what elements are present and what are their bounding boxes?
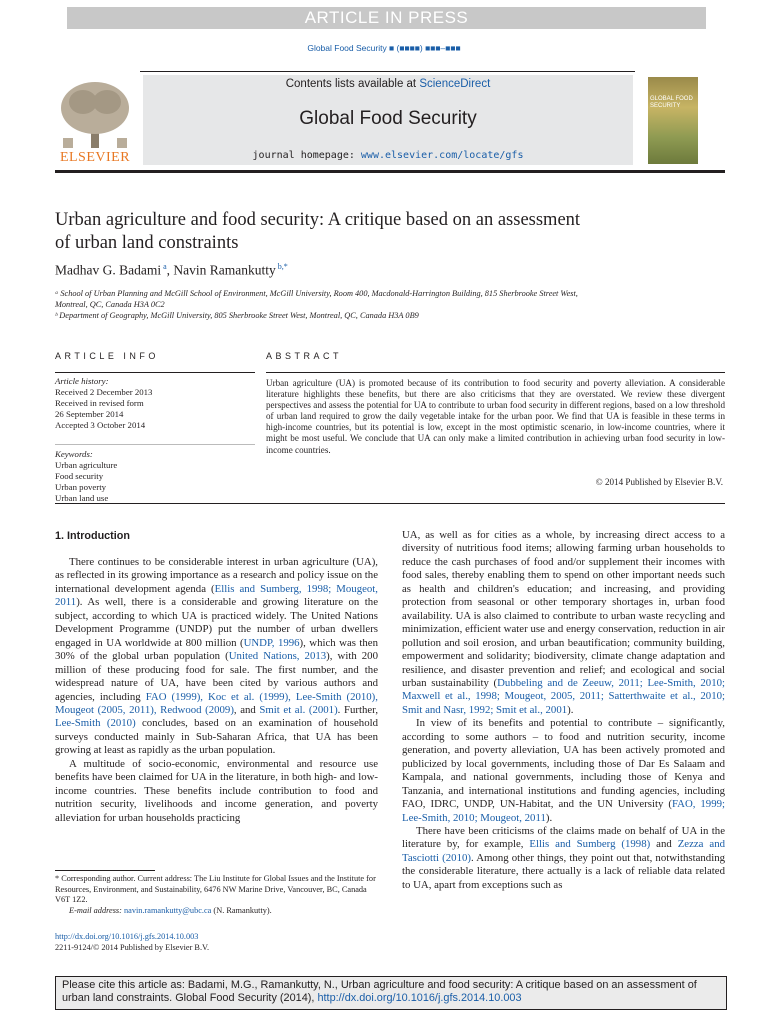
abstract-copyright: © 2014 Published by Elsevier B.V. [595, 477, 723, 487]
footnote-rule [55, 870, 155, 871]
article-in-press-banner: ARTICLE IN PRESS [67, 7, 706, 29]
citation-link[interactable]: United Nations, 2013 [228, 650, 327, 663]
citation-link[interactable]: Dubbeling and de Zeeuw, 2011; Lee-Smith, 2010; Maxwell et al., 1998; Mougeot, 2005, 2011; Satterthwaite et al., 2010; Smit and Nasr, 1992; Smit et al., 2001 [402, 676, 725, 716]
abstract-rule [266, 372, 725, 373]
keyword: Food security [55, 471, 104, 481]
paragraph: There continues to be considerable interest in urban agriculture (UA), as reflected in its growing importance as a research and policy issue on the international development agenda (Ellis and Sumberg, 1998; Mougeot, 2011). As well, there is a considerable and growing literature on the subject, according to which UA is practiced widely. The United Nations Development Programme (UNDP) put the number of urban dwellers engaged in UA worldwide at 800 million (UNDP, 1996), which was then 30% of the global urban population (United Nations, 2013), with 200 million of these producing food for sale. The first number, and the widespread nature of UA, have been cited by various authors and agencies, including FAO (1999), Koc et al. (1999), Lee-Smith (2010), Mougeot (2005, 2011), Redwood (2009), and Smit et al. (2001). Further, Lee-Smith (2010) concludes, based on an examination of household surveys conducted mainly in Sub-Saharan Africa, that UA has been growing at least as rapidly as the urban population. [55, 556, 379, 757]
keyword: Urban land use [55, 493, 109, 503]
email-link[interactable]: navin.ramankutty@ubc.ca [124, 905, 212, 915]
article-history: Article history: Received 2 December 2013 Received in revised form 26 September 2014 Accepted 3 October 2014 [55, 376, 153, 430]
corresponding-author-footnote: * Corresponding author. Current address: The Liu Institute for Global Issues and the Institute for Resources, Environment, and Sustainability, 6476 NW Marine Drive, Vancouver, BC, Canada V6T 1Z2. E-mail address: navin.ramankutty@ubc.ca (N. Ramankutty). [55, 874, 376, 915]
citation-doi-link[interactable]: http://dx.doi.org/10.1016/j.gfs.2014.10.003 [317, 992, 522, 1005]
masthead-divider [140, 71, 635, 72]
affiliation-a: ᵃ School of Urban Planning and McGill School of Environment, McGill University, Room 400, Macdonald-Harrington Building, 815 Sherbrooke Street West, Montreal, QC, Canada H3A 0C2 [55, 289, 578, 309]
keyword: Urban poverty [55, 482, 107, 492]
elsevier-wordmark: ELSEVIER [59, 150, 131, 165]
contents-available-line: Contents lists available at ScienceDirect [285, 78, 491, 90]
affil-link-b[interactable]: b,* [277, 262, 288, 271]
paragraph: UA, as well as for cities as a whole, by increasing direct access to a diversity of nutritious food items; allowing farming urban households to reduce the cash purchases of food and/or supplement their incomes with food sales, thereby enabling them to spend on other important needs such as health and children's education; and increasing, and providing protection from seasonal or other temporary shortages in, urban food availability. UA is also claimed to contribute to urban waste recycling and minimization, efficient water use and energy conservation, reduction in air pollution and soil erosion, and urban beautification; community building, empowerment and solidarity; biodiversity, climate change adaptation and resilience, and disaster prevention and relief; and ecological and social urban sustainability (Dubbeling and de Zeeuw, 2011; Lee-Smith, 2010; Maxwell et al., 1998; Mougeot, 2005, 2011; Satterthwaite et al., 2010; Smit and Nasr, 1992; Smit et al., 2001). [402, 529, 725, 716]
affiliation-b: ᵇ Department of Geography, McGill University, 805 Sherbrooke Street West, Montreal, QC, Canada H3A 0B9 [55, 311, 419, 320]
journal-homepage-link[interactable]: www.elsevier.com/locate/gfs [360, 150, 524, 161]
paragraph: There have been criticisms of the claims made on behalf of UA in the literature by, for example, Ellis and Sumberg (1998) and Zezza and Tasciotti (2010). Among other things, they point out that, notwithstanding the considerable literature, there actually is a lack of reliable data related to UA, apart from exceptions such as [402, 824, 725, 891]
citation-link[interactable]: FAO (1999), Koc et al. (1999), Lee-Smith (2010), Mougeot (2005, 2011), Redwood (2009) [55, 690, 378, 716]
paragraph: A multitude of socio-economic, environmental and resource use benefits have been claimed for UA in the literature, in both high- and low-income countries. These benefits include contribution to food and nutrition security, livelihoods and income generation, and poverty alleviation for urban households practicing [55, 757, 378, 824]
journal-reference[interactable]: Global Food Security ■ (■■■■) ■■■–■■■ [307, 43, 461, 53]
journal-homepage-line: journal homepage: www.elsevier.com/locate/gfs [252, 150, 524, 161]
citation-link[interactable]: Smit et al. (2001) [259, 703, 338, 716]
abstract-text: Urban agriculture (UA) is promoted because of its contribution to food security and poverty alleviation. A considerable literature highlights these benefits, but there are also criticisms that they are overstated. We review these divergent perspectives and assess the potential for UA to contribute to urban food security in different regions, based on a low threshold of urban land required to grow the daily vegetable intake for the urban poor. We find that UA is feasible in these terms in high-income countries, but its potential is low, except in the most optimistic scenario, in low-income countries, where it might be most useful. We conclude that UA can only make a limited contribution in achieving urban food security in low-income countries. [266, 378, 725, 455]
article-info-rule [55, 372, 255, 373]
masthead-bottom-rule [55, 170, 725, 173]
article-title: Urban agriculture and food security: A critique based on an assessment of urban land constraints [55, 210, 581, 253]
journal-cover-image[interactable] [648, 77, 698, 164]
author-badami: Madhav G. Badami [55, 262, 162, 278]
paragraph: In view of its benefits and potential to contribute – significantly, according to some authors – to food and nutrition security, income generation, and poverty alleviation, UA has been actively promoted and publicized by local governments, including those of Dar Es Salaam and Kampala, and national governments, including those of Kenya and Tanzania, and international institutions and funding agencies, including FAO, IDRC, UNDP, UN-Habitat, and the UN University (FAO, 1999; Lee-Smith, 2010; Mougeot, 2011). [402, 717, 726, 824]
author-list: Madhav G. Badami $^a$, Navin Ramankutty $^{b,*}$ [55, 262, 288, 278]
doi-block: http://dx.doi.org/10.1016/j.gfs.2014.10.003 2211-9124/© 2014 Published by Elsevier B.V. [55, 932, 210, 952]
citation-link[interactable]: Zezza and Tasciotti (2010) [402, 838, 725, 864]
keyword: Urban agriculture [55, 460, 118, 470]
author-ramankutty: Navin Ramankutty [173, 262, 276, 278]
section-heading-introduction: 1. Introduction [55, 530, 130, 542]
journal-title: Global Food Security [299, 108, 477, 129]
history-rule [55, 444, 255, 445]
keywords-block: Keywords: Urban agriculture Food security Urban poverty Urban land use [55, 449, 255, 504]
abstract-bottom-rule [55, 503, 725, 504]
citation-link[interactable]: Ellis and Sumberg, 1998; Mougeot, 2011 [55, 582, 378, 609]
body-column-right [402, 529, 725, 892]
journal-cover-title: GLOBAL FOOD SECURITY [650, 96, 693, 109]
abstract-heading: ABSTRACT [266, 351, 343, 361]
citation-link[interactable]: FAO, 1999; Lee-Smith, 2010; Mougeot, 2011 [402, 798, 726, 824]
citation-link[interactable]: UNDP, 1996 [243, 636, 300, 649]
article-info-heading: ARTICLE INFO [55, 351, 159, 361]
sciencedirect-link[interactable]: ScienceDirect [419, 78, 491, 90]
citation-link[interactable]: Lee-Smith (2010) [55, 717, 136, 730]
affil-link-a[interactable]: a [163, 262, 167, 271]
doi-link[interactable]: http://dx.doi.org/10.1016/j.gfs.2014.10.003 [55, 932, 199, 941]
citation-text: Please cite this article as: Badami, M.G., Ramankutty, N., Urban agriculture and food security: A critique based on an assessment of urban land constraints. Global Food Security (2014), http://dx.doi.org/10.1016/j.gfs.2014.10.003 [62, 979, 697, 1005]
citation-link[interactable]: Ellis and Sumberg (1998) [529, 838, 651, 851]
body-column-left [55, 556, 378, 825]
